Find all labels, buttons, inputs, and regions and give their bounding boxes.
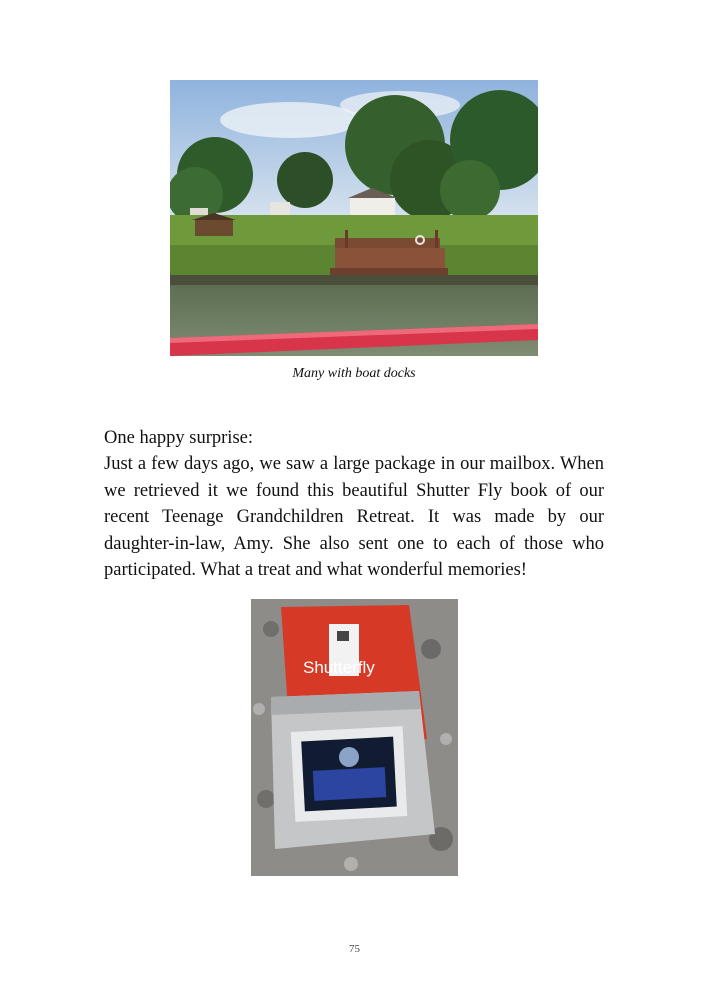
intro-line: One happy surprise: xyxy=(104,428,253,448)
page-number: 75 xyxy=(349,943,360,955)
boat-dock-photo xyxy=(170,80,538,356)
book-label: Shutterfly xyxy=(303,658,375,677)
photo-caption: Many with boat docks xyxy=(292,366,416,381)
shutterfly-book-photo xyxy=(251,599,458,876)
body-paragraph: Just a few days ago, we saw a large package in our mailbox. When we retrieved it we found this beautiful Shutter Fly book of our recent Teenage Grandchildren Retreat. It was made by our daughter-in-law, Amy. She also sent one to each of those who participated. What a treat and what wonderful memories! xyxy=(104,454,604,580)
